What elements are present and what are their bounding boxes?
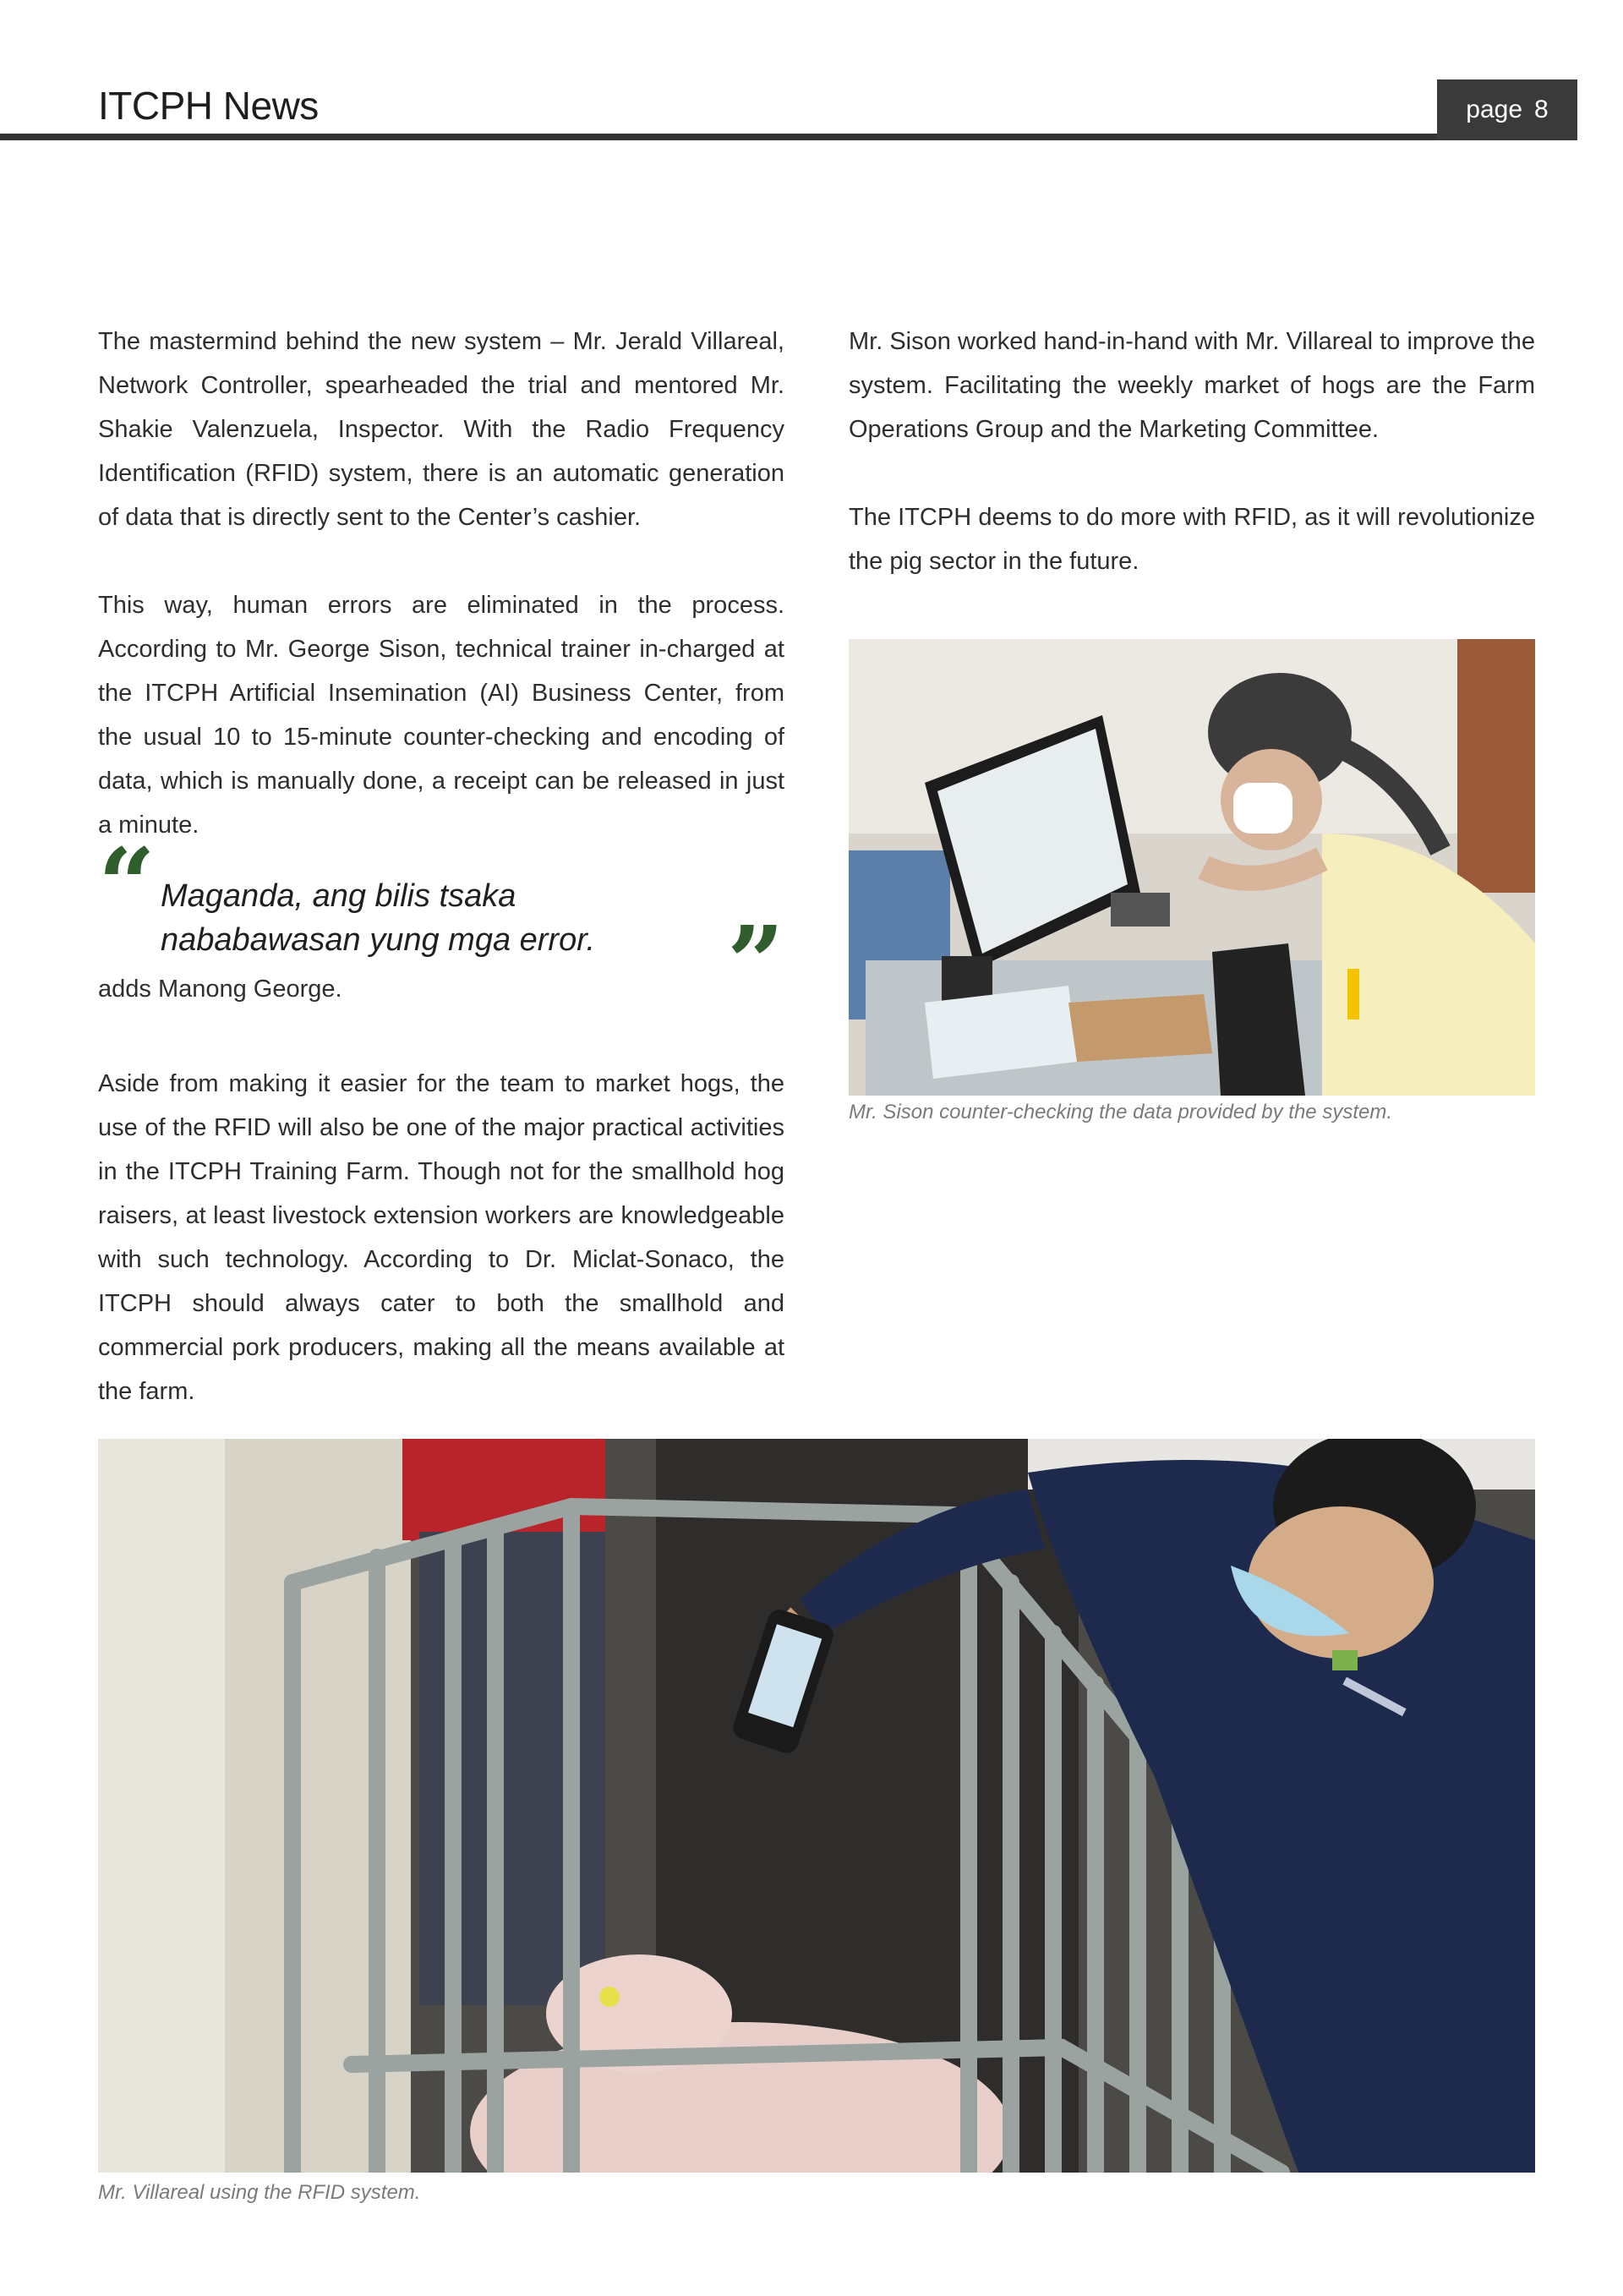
header-divider <box>0 134 1577 140</box>
left-column <box>98 320 784 891</box>
photo1-caption: Mr. Sison counter-checking the data provided by the system. <box>849 1101 1392 1123</box>
quote-attribution: adds Manong George. <box>98 976 342 1003</box>
article-paragraph: The mastermind behind the new system – Mr. Jerald Villareal, Network Controller, spearheaded the trial and mentored Mr. Shakie Valenzuela, Inspector. With the Radio Frequency Identification (RFID) system, there is an automatic generation of data that is directly sent to the Center’s cashier. <box>98 328 784 531</box>
quote-text: Maganda, ang bilis tsaka nababawasan yung mga error. <box>161 878 596 958</box>
photo-villareal-rfid <box>98 1439 1535 2173</box>
page-number-tab <box>1437 79 1577 140</box>
article-paragraph: Mr. Sison worked hand-in-hand with Mr. Villareal to improve the system. Facilitating the weekly market of hogs are the Farm Operations Group and the Marketing Committee. <box>849 328 1535 443</box>
quote-close-mark: ” <box>727 904 784 1021</box>
left-column-lower <box>98 1062 784 1457</box>
article-paragraph: The ITCPH deems to do more with RFID, as it will revolutionize the pig sector in the future. <box>849 504 1535 575</box>
quote-open-mark: “ <box>98 826 156 943</box>
article-paragraph: This way, human errors are eliminated in the process. According to Mr. George Sison, technical trainer in-charged at the ITCPH Artificial Insemination (AI) Business Center, from the usual 10 to 15-minute counter-checking and encoding of data, which is manually done, a receipt can be released in just a minute. <box>98 592 784 839</box>
photo-sison-at-computer <box>849 639 1535 1096</box>
page-number: 8 <box>1534 96 1549 123</box>
right-column <box>849 320 1535 627</box>
photo2-caption: Mr. Villareal using the RFID system. <box>98 2181 421 2204</box>
page-label: page <box>1466 96 1523 123</box>
article-paragraph: Aside from making it easier for the team to market hogs, the use of the RFID will also be one of the major practical activities in the ITCPH Training Farm. Though not for the smallhold hog raisers, at least livestock extension workers are knowledgeable with such technology. According to Dr. Miclat-Sonaco, the ITCPH should always cater to both the smallhold and commercial pork producers, making all the means available at the farm. <box>98 1070 784 1405</box>
newsletter-title: ITCPH News <box>98 84 319 128</box>
